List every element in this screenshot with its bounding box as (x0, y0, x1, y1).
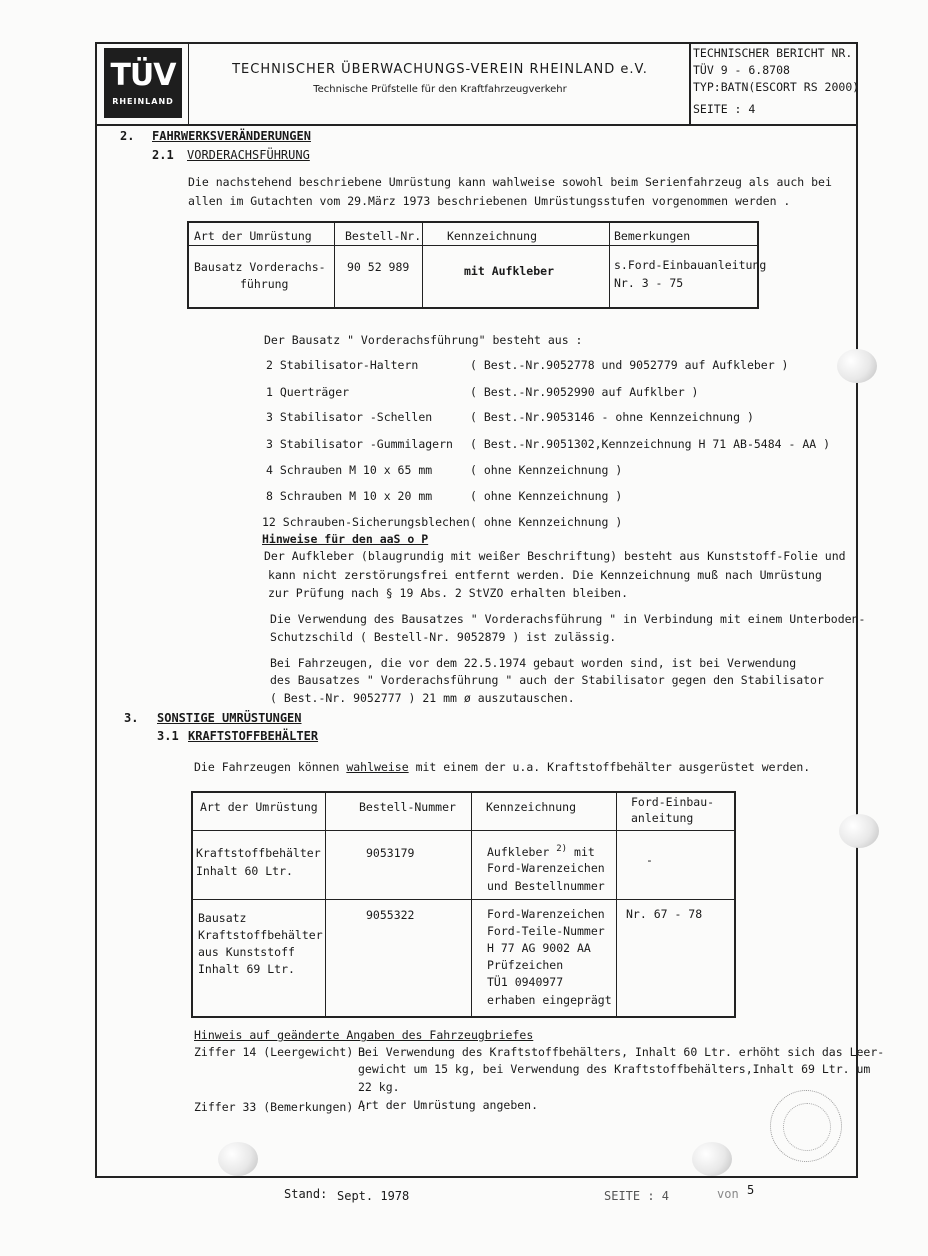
sticker-label: Aufkleber (487, 844, 550, 859)
fuel-table-header: anleitung (631, 811, 694, 825)
fuel-table-cell: Prüfzeichen (487, 958, 564, 972)
punch-hole (837, 349, 877, 383)
sticker-with: mit (574, 844, 595, 859)
kit-part-info: ( ohne Kennzeichnung ) (470, 515, 623, 529)
fuel-table-header: Art der Umrüstung (200, 800, 318, 814)
kit-part-info: ( ohne Kennzeichnung ) (470, 489, 623, 503)
section-2-title: FAHRWERKSVERÄNDERUNGEN (152, 129, 311, 143)
fuel-table-rule (191, 899, 736, 900)
fuel-table-col-rule (325, 791, 326, 1018)
fuel-table-cell: und Bestellnummer (487, 879, 605, 893)
fuel-table-cell: 9055322 (366, 908, 415, 922)
fuel-tank-table (191, 791, 736, 1018)
section-2-number: 2. (120, 129, 135, 143)
section-3-1-title: KRAFTSTOFFBEHÄLTER (188, 729, 319, 743)
logo-divider (188, 42, 189, 126)
kit-part-name: 1 Querträger (266, 385, 350, 399)
registration-notes-heading: Hinweis auf geänderte Angaben des Fahrzeugbriefes (194, 1028, 534, 1042)
item-14-line-2: gewicht um 15 kg, bei Verwendung des Kraftstoffbehälters,Inhalt 69 Ltr. um (358, 1062, 871, 1076)
axle-table-col-rule (609, 221, 610, 309)
logo-text: TÜV (110, 57, 176, 93)
axle-table-cell: führung (240, 277, 289, 291)
note-2-line-2: Schutzschild ( Bestell-Nr. 9052879 ) ist zulässig. (270, 630, 617, 644)
axle-table-header-rule (187, 245, 759, 246)
organization-subtitle: Technische Prüfstelle für den Kraftfahrzeugverkehr (313, 84, 567, 95)
fuel-table-cell: TÜ1 0940977 (487, 975, 564, 989)
punch-hole (692, 1142, 732, 1176)
note-1-line-2: kann nicht zerstörungsfrei entfernt werden. Die Kennzeichnung muß nach Umrüstung (268, 568, 822, 582)
fuel-table-cell: erhaben eingeprägt (487, 993, 612, 1007)
kit-part-info: ( Best.-Nr.9051302,Kennzeichnung H 71 AB-5484 - AA ) (470, 437, 831, 451)
fuel-table-cell: H 77 AG 9002 AA (487, 941, 591, 955)
kit-part-name: 2 Stabilisator-Haltern (266, 358, 419, 372)
fuel-table-header: Kennzeichnung (486, 800, 577, 814)
kit-part-name: 3 Stabilisator -Gummilagern (266, 437, 453, 451)
fuel-table-rule (191, 830, 736, 831)
official-stamp (770, 1090, 842, 1162)
intro-text-a: Die Fahrzeugen können (194, 760, 347, 774)
fuel-table-cell: Bausatz (198, 911, 247, 925)
section-3-title: SONSTIGE UMRÜSTUNGEN (157, 711, 302, 725)
section-3-1-number: 3.1 (157, 729, 179, 743)
footer-of: von (717, 1187, 739, 1201)
kit-part-name: 8 Schrauben M 10 x 20 mm (266, 489, 433, 503)
fuel-table-header: Ford-Einbau- (631, 795, 715, 809)
organization-name: TECHNISCHER ÜBERWACHUNGS-VEREIN RHEINLAND e.V. (232, 62, 648, 77)
vehicle-type: TYP:BATN(ESCORT RS 2000) (693, 80, 860, 94)
fuel-table-cell: Kraftstoffbehälter (198, 928, 323, 942)
report-label: TECHNISCHER BERICHT NR. (693, 46, 853, 60)
fuel-table-cell: Inhalt 60 Ltr. (196, 864, 293, 878)
section-2-1-number: 2.1 (152, 148, 174, 162)
kit-intro: Der Bausatz " Vorderachsführung" besteht aus : (264, 333, 583, 347)
axle-table-cell: Nr. 3 - 75 (614, 276, 684, 290)
note-2-line-1: Die Verwendung des Bausatzes " Vorderachsführung " in Verbindung mit einem Unterboden- (270, 612, 866, 626)
section-3-number: 3. (124, 711, 139, 725)
punch-hole (218, 1142, 258, 1176)
fuel-table-cell: aus Kunststoff (198, 945, 295, 959)
footer-total-pages: 5 (747, 1183, 755, 1197)
stamp-inner-ring (783, 1103, 831, 1151)
axle-table-col-rule (422, 221, 423, 309)
punch-hole (839, 814, 879, 848)
kit-part-info: ( Best.-Nr.9053146 - ohne Kennzeichnung ) (470, 410, 754, 424)
footer-stand-date: Sept. 1978 (337, 1189, 410, 1203)
intro-text-c: mit einem der u.a. Kraftstoffbehälter ausgerüstet werden. (408, 760, 811, 774)
axle-table-header: Kennzeichnung (447, 229, 538, 243)
axle-table-cell: 90 52 989 (347, 260, 410, 274)
kit-part-name: 3 Stabilisator -Schellen (266, 410, 433, 424)
section-2-1-title: VORDERACHSFÜHRUNG (187, 148, 310, 162)
footer-stand-label: Stand: (284, 1187, 328, 1201)
item-33-label: Ziffer 33 (Bemerkungen) : (194, 1100, 368, 1114)
axle-table-cell: Bausatz Vorderachs- (194, 260, 326, 274)
item-14-line-3: 22 kg. (358, 1080, 400, 1094)
kit-part-info: ( Best.-Nr.9052990 auf Aufklber ) (470, 385, 699, 399)
section-2-intro-line-2: allen im Gutachten vom 29.März 1973 beschriebenen Umrüstungsstufen vorgenommen werden . (188, 194, 791, 208)
fuel-table-header: Bestell-Nummer (359, 800, 456, 814)
fuel-table-cell: Inhalt 69 Ltr. (198, 962, 295, 976)
section-2-intro-line-1: Die nachstehend beschriebene Umrüstung kann wahlweise sowohl beim Serienfahrzeug als auch bei (188, 175, 832, 189)
fuel-table-cell: Ford-Teile-Nummer (487, 924, 605, 938)
intro-text-optional: wahlweise (346, 760, 409, 774)
axle-table-header: Bestell-Nr. (345, 229, 422, 243)
axle-table-cell: mit Aufkleber (464, 264, 555, 278)
fuel-table-cell: Ford-Warenzeichen (487, 907, 605, 921)
fuel-table-cell (487, 844, 595, 859)
fuel-table-cell: Ford-Warenzeichen (487, 861, 605, 875)
notes-heading: Hinweise für den aaS o P (262, 532, 429, 546)
axle-table-header: Art der Umrüstung (194, 229, 312, 243)
fuel-table-cell: 9053179 (366, 846, 415, 860)
item-14-label: Ziffer 14 (Leergewicht) : (194, 1045, 368, 1059)
item-33-text: Art der Umrüstung angeben. (358, 1098, 539, 1112)
logo-subtext: RHEINLAND (112, 96, 174, 106)
tuv-logo (104, 48, 182, 118)
kit-part-info: ( Best.-Nr.9052778 und 9052779 auf Aufkleber ) (470, 358, 789, 372)
fuel-table-cell: Nr. 67 - 78 (626, 907, 703, 921)
note-3-line-1: Bei Fahrzeugen, die vor dem 22.5.1974 gebaut worden sind, ist bei Verwendung (270, 656, 797, 670)
axle-table-col-rule (334, 221, 335, 309)
kit-part-info: ( ohne Kennzeichnung ) (470, 463, 623, 477)
fuel-table-cell: Kraftstoffbehälter (196, 846, 321, 860)
kit-part-name: 4 Schrauben M 10 x 65 mm (266, 463, 433, 477)
note-1-line-3: zur Prüfung nach § 19 Abs. 2 StVZO erhalten bleiben. (268, 586, 629, 600)
note-3-line-2: des Bausatzes " Vorderachsführung " auch der Stabilisator gegen den Stabilisator (270, 673, 824, 687)
item-14-line-1: Bei Verwendung des Kraftstoffbehälters, Inhalt 60 Ltr. erhöht sich das Leer- (358, 1045, 885, 1059)
page-indicator: SEITE : 4 (693, 102, 756, 116)
axle-table-header: Bemerkungen (614, 229, 691, 243)
fuel-table-col-rule (471, 791, 472, 1018)
fuel-table-cell: - (646, 853, 653, 867)
footnote-mark: 2) (556, 844, 568, 854)
section-3-intro (194, 760, 810, 774)
fuel-table-col-rule (616, 791, 617, 1018)
note-1-line-1: Der Aufkleber (blaugrundig mit weißer Beschriftung) besteht aus Kunststoff-Folie und (264, 549, 846, 563)
footer-page: SEITE : 4 (604, 1189, 670, 1203)
axle-table-cell: s.Ford-Einbauanleitung (614, 258, 767, 272)
kit-part-name: 12 Schrauben-Sicherungsblechen (262, 515, 470, 529)
note-3-line-3: ( Best.-Nr. 9052777 ) 21 mm ø auszutauschen. (270, 691, 575, 705)
report-number: TÜV 9 - 6.8708 (693, 63, 790, 77)
